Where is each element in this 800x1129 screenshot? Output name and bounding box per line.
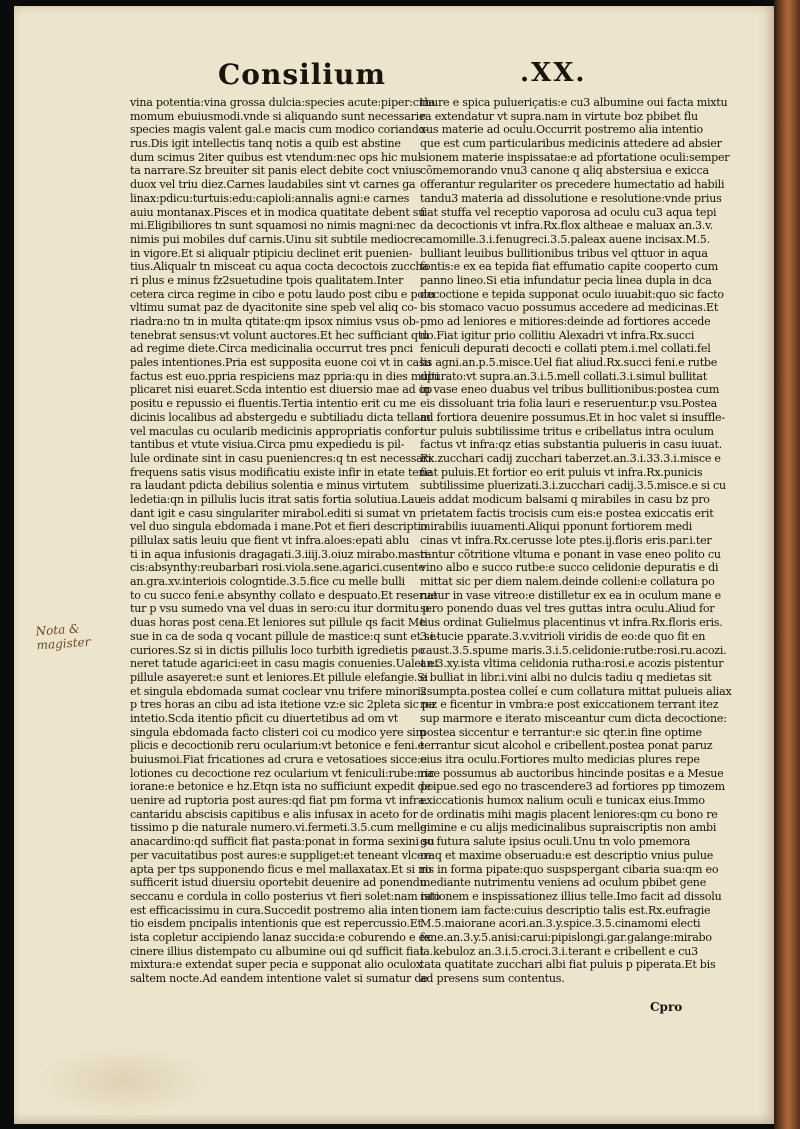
text-line: postea siccentur e terrantur:e sic qter.in fine optime: [420, 725, 702, 739]
text-line: singula ebdomada facto clisteri coi cu modico yere sim: [130, 725, 426, 739]
text-line: ista copletur accipiendo lanaz succida:e coburendo e ex: [130, 930, 431, 944]
text-line: da decoctionis vt infra.Rx.flox altheae e maluax an.3.v.: [420, 219, 714, 233]
text-line: duox vel triu diez.Carnes laudabiles sint vt carnes ga: [130, 178, 416, 192]
text-line: prietatem factis trocisis cum eis:e postea exiccatis erit: [420, 506, 714, 520]
text-line: terrantur sicut alcohol e cribellent.postea ponat paruz: [420, 739, 713, 753]
text-line: feniculi depurati decocti e collati ptem.i.mel collati.fel: [420, 342, 711, 356]
text-line: offerantur regulariter os precedere humectatio ad habili: [420, 178, 725, 192]
text-line: sup marmore e iterato misceantur cum dicta decoctione:: [420, 711, 727, 725]
text-line: ledetia:qn in pillulis lucis itrat satis fortia solutiua.Lau: [130, 492, 422, 506]
text-line: eis addat modicum balsami q mirabiles in casu bz pro: [420, 492, 710, 506]
text-line: nimis pui mobiles duf carnis.Uinu sit subtile mediocre: [130, 232, 421, 246]
text-line: saltem nocte.Ad eandem intentione valet si sumatur de: [130, 972, 428, 985]
text-column-right: [420, 96, 732, 986]
text-line: duas horas post cena.Et leniores sut pillule qs facit Me: [130, 616, 426, 630]
text-line: neret tatude agarici:eet in casu magis conuenies.Ualet et: [130, 657, 439, 671]
text-line: exiccationis humox nalium oculi e tunicax eius.Immo: [420, 794, 705, 808]
text-line: caust.3.5.spume maris.3.i.5.celidonie:rutbe:rosi.ru.acozi.: [420, 643, 727, 657]
text-line: mirabilis iuuamenti.Aliqui pponunt fortiorem medi: [420, 520, 693, 534]
text-line: anacardino:qd sufficit fiat pasta:ponat in forma sexini su: [130, 835, 435, 849]
text-line: seccanu e cordula in collo posterius vt fieri solet:nam isto: [130, 889, 441, 903]
text-line: vina potentia:vina grossa dulcia:species acute:piper:cina: [130, 96, 436, 109]
text-line: rationem e inspissationez illius telle.Imo facit ad dissolu: [420, 889, 722, 903]
text-line: vel maculas cu ocularib medicinis appropriatis confor-: [130, 424, 423, 438]
text-line: pillule asayeret:e sunt et leniores.Et pillule elefangie.Si: [130, 670, 428, 684]
text-line: ra extendatur vt supra.nam in virtute boz pbibet flu: [420, 109, 698, 123]
text-line: buiusmoi.Fiat fricationes ad crura e vetosatioes sicce:e: [130, 753, 427, 766]
text-line: subtilissime pluerizati.3.i.zucchari cadij.3.5.misce.e si cu: [420, 479, 726, 493]
text-line: linax:pdicu:turtuis:edu:capioli:annalis agni:e carnes: [130, 191, 410, 205]
text-line: rez e ficentur in vmbra:e post exiccationem terrant itez: [420, 698, 719, 712]
text-line: sero ponendo duas vel tres guttas intra oculu.Aliud for: [420, 602, 715, 616]
text-line: dpurato:vt supra.an.3.i.5.mell collati.3.i.simul bullitat: [420, 369, 707, 383]
text-line: ad regime diete.Circa medicinalia occurrut tres pnci: [130, 342, 413, 356]
text-line: factus est euo.ppria respiciens maz ppria:qu in dies multi: [130, 369, 439, 383]
text-line: intetio.Scda itentio pficit cu diuertetibus ad om vt: [130, 711, 398, 725]
text-line: iorane:e betonice e hz.Etqn ista no sufficiunt expedit de-: [130, 780, 435, 794]
text-column-left: [130, 96, 441, 986]
text-line: pales intentiones.Pria est supposita euone coi vt in casu: [130, 356, 432, 370]
text-line: cantaridu abscisis capitibus e alis infusax in aceto for: [130, 807, 418, 821]
text-line: natur in vase vitreo:e distilletur ex ea in oculum mane e: [420, 588, 721, 602]
text-line: cetera circa regime in cibo e potu laudo post cibu e potu: [130, 287, 435, 301]
text-line: que est cum particularibus medicinis attedere ad absier: [420, 137, 722, 151]
text-line: p tres horas an cibu ad ista itetione vz:e sic 2pleta sic pa: [130, 698, 436, 712]
text-line: eius itra oculu.Fortiores multo medicias plures repe: [420, 753, 700, 766]
text-line: fene.an.3.y.5.anisi:carui:pipislongi.gar.galange:mirabo: [420, 930, 712, 944]
text-line: plicaret nisi euaret.Scda intentio est diuersio mae ad op: [130, 383, 432, 397]
text-line: ri plus e minus fz2suetudine tpois qualitatem.Inter: [130, 273, 404, 287]
text-line: pcipue.sed ego no trascendere3 ad fortiores pp timozem: [420, 780, 725, 794]
text-line: et singula ebdomada sumat coclear vnu trifere minoris: [130, 684, 426, 698]
text-line: factus vt infra:qz etias substantia pulueris in casu iuuat.: [420, 438, 723, 452]
book-binding-edge: [774, 0, 800, 1129]
text-line: auiu montanax.Pisces et in modica quatitate debent su: [130, 205, 426, 219]
text-line: tenebrat sensus:vt volunt auctores.Et hec sufficiant qtu: [130, 328, 429, 342]
text-line: cinas vt infra.Rx.cerusse lote ptes.ij.floris eris.par.i.ter: [420, 534, 712, 547]
text-line: tius.Aliqualr tn misceat cu aqua cocta decoctois zuccha: [130, 260, 429, 274]
text-line: mittat sic per diem nalem.deinde colleni:e collatura po: [420, 575, 715, 589]
text-line: dant igit e casu singulariter mirabol.editi si sumat vn: [130, 506, 416, 520]
text-line: uenire ad ruptoria post aures:qd fiat pm forma vt infra.: [130, 794, 428, 808]
text-line: in vase eneo duabus vel tribus bullitionibus:postea cum: [420, 383, 720, 397]
text-line: tionem iam facte:cuius descriptio talis est.Rx.eufragie: [420, 903, 711, 917]
text-line: ta narrare.Sz breuiter sit panis elect debite coct vnius: [130, 164, 421, 178]
text-line: sionem materie inspissatae:e ad pfortatione oculi:semper: [420, 150, 730, 164]
text-line: riadra:no tn in multa qtitate:qm ipsox nimius vsus ob-: [130, 315, 420, 328]
text-line: M.5.maiorane acori.an.3.y.spice.3.5.cinamomi electi: [420, 917, 701, 931]
text-line: an.gra.xv.interiois cologntide.3.5.fice cu melle bulli: [130, 575, 405, 589]
text-line: la.kebuloz an.3.i.5.croci.3.i.terant e cribellent e cu3: [420, 944, 698, 958]
marginal-annotation: [35, 620, 107, 653]
text-line: vino albo e succo rutbe:e succo celidonie depuratis e di: [420, 561, 719, 575]
text-line: per vacuitatibus post aures:e suppliget:et teneant vlcera: [130, 848, 435, 862]
text-line: positu e repussio ei fluentis.Tertia intentio erit cu me: [130, 397, 416, 411]
text-line: do.Fiat igitur prio collitiu Alexadri vt infra.Rx.succi: [420, 328, 695, 342]
text-line: gimine e cu alijs medicinalibus supraiscriptis non ambi: [420, 821, 717, 835]
paper-stain: [34, 1046, 214, 1116]
text-line: curiores.Sz si in dictis pillulis loco turbith igredietis po: [130, 643, 425, 657]
text-line: tissimo p die naturale numero.vi.fermeti.3.5.cum melle: [130, 821, 427, 835]
text-line: tur puluis subtilissime tritus e cribellatus intra oculum: [420, 424, 714, 438]
text-line: fontis:e ex ea tepida fiat effumatio capite cooperto cum: [420, 260, 719, 274]
text-line: mediante nutrimentu veniens ad oculum pbibet gene: [420, 876, 707, 890]
text-line: dum scimus 2iter quibus est vtendum:nec ops hic mul: [130, 150, 421, 164]
text-line: an.3.xy.ista vltima celidonia rutha:rosi.e acozis pistentur: [420, 657, 724, 671]
text-line: sufficerit istud diuersiu oportebit deuenire ad ponendu: [130, 876, 427, 890]
text-line: camomille.3.i.fenugreci.3.5.paleax auene incisax.M.5.: [420, 232, 710, 246]
text-line: panno lineo.Si etia infundatur pecia linea dupla in dca: [420, 273, 712, 287]
text-line: fiat puluis.Et fortior eo erit puluis vt infra.Rx.punicis: [420, 465, 703, 479]
text-line: apta per tps supponendo ficus e mel mallaxatax.Et si no: [130, 862, 432, 876]
marginal-annotation-line: magister: [36, 634, 91, 653]
text-line: ad presens sum contentus.: [420, 972, 565, 985]
text-line: vel duo singula ebdomada i mane.Pot et fieri descriptio: [130, 520, 428, 534]
text-line: sue in ca de soda q vocant pillule de mastice:q sunt et se-: [130, 629, 440, 643]
text-line: 2sumpta.postea colleí e cum collatura mittat pulueis aliax: [420, 684, 732, 698]
marginal-annotation-line: Nota &: [35, 621, 81, 639]
text-line: tandu3 materia ad dissolutione e resolutione:vnde prius: [420, 191, 722, 205]
text-line: rire possumus ab auctoribus hincinde positas e a Mesue: [420, 766, 724, 780]
text-line: ra laudant pdicta debilius solentia e minus virtutem: [130, 479, 409, 493]
text-line: lule ordinate sint in casu pueniencres:q tn est necessari: [130, 451, 431, 465]
text-line: cõmemorando vnu3 canone q aliq abstersiua e exicca: [420, 164, 709, 178]
text-line: ris in forma pipate:quo suspspergant cibaria sua:qm eo: [420, 862, 719, 876]
text-line: eis dissoluant tria folia lauri e reseruentur.p vsu.Postea: [420, 397, 718, 411]
text-line: fiat stuffa vel receptio vaporosa ad oculu cu3 aqua tepi: [420, 205, 717, 219]
text-line: tio eisdem pncipalis intentionis que est repercussio.Et: [130, 917, 422, 931]
text-line: e bulliat in libr.i.vini albi no dulcis tadiu q medietas sit: [420, 670, 712, 684]
text-line: cis:absynthy:reubarbari rosi.viola.sene.agarici.cusente: [130, 561, 425, 575]
text-line: decoctione e tepida supponat oculo iuuabit:quo sic facto: [420, 287, 724, 301]
text-line: pillulax satis leuiu que fient vt infra.aloes:epati ablu: [130, 534, 410, 547]
text-line: mi.Eligibiliores tn sunt squamosi no nimis magni:nec: [130, 219, 416, 233]
text-line: in vigore.Et si aliqualr ptipiciu declinet erit puenien-: [130, 246, 413, 260]
text-line: est efficacissimu in cura.Succedit postremo alia inten: [130, 903, 419, 917]
text-line: re:q et maxime obseruadu:e est descriptio vnius pulue: [420, 848, 714, 862]
text-line: pmo ad leniores e mitiores:deinde ad fortiores accede: [420, 315, 711, 328]
text-line: mixtura:e extendat super pecia e supponat alio oculox: [130, 958, 423, 972]
text-line: species magis valent gal.e macis cum modico coriando-: [130, 123, 429, 137]
text-line: thure e spica pulueriçatis:e cu3 albumine oui facta mixtu: [420, 96, 728, 109]
text-line: de ordinatis mihi magis placent leniores:qm cu bono re: [420, 807, 718, 821]
text-line: 3.i.tucie pparate.3.v.vitrioli viridis de eo:de quo fit en: [420, 629, 706, 643]
text-line: momum ebuiusmodi.vnde si aliquando sunt necessarie: [130, 109, 426, 123]
text-line: frequens satis visus modificatiu existe infir in etate tene: [130, 465, 432, 479]
text-line: plicis e decoctionib reru ocularium:vt betonice e feni.e: [130, 739, 424, 753]
text-line: dicinis localibus ad abstergedu e subtiliadu dicta tellam: [130, 410, 431, 424]
text-line: tantibus et vtute visiua.Circa pmu expediedu is pil-: [130, 438, 405, 452]
catchword: Cpro: [650, 1000, 683, 1014]
text-line: rus.Dis igit intellectis tanq notis a quib est abstine: [130, 137, 401, 151]
text-line: lis agni.an.p.5.misce.Uel fiat aliud.Rx.succi feni.e rutbe: [420, 356, 718, 370]
text-line: ad fortiora deuenire possumus.Et in hoc valet si insuffle-: [420, 410, 725, 424]
text-line: ti in aqua infusionis dragagati.3.iiij.3.oiuz mirabo.masti: [130, 547, 428, 561]
text-line: go futura salute ipsius oculi.Unu tn volo pmemora: [420, 835, 691, 849]
text-line: tur p vsu sumedo vna vel duas in sero:cu itur dormitu p: [130, 602, 430, 616]
text-line: vltimu sumat paz de dyacitonite sine speb vel aliq co-: [130, 301, 418, 315]
text-line: to cu succo feni.e absynthy collato e despuato.Et reserue: [130, 588, 438, 602]
text-line: tata quatitate zucchari albi fiat puluis p piperata.Et bis: [420, 958, 716, 972]
text-line: xus materie ad oculu.Occurrit postremo alia intentio: [420, 123, 703, 137]
text-line: tius ordinat Gulielmus placentinus vt infra.Rx.floris eris.: [420, 616, 723, 630]
folio-number: .XX.: [520, 58, 587, 88]
text-line: rantur cõtritione vltuma e ponant in vase eneo polito cu: [420, 547, 721, 561]
running-title: Consilium: [218, 58, 386, 91]
text-line: bulliant leuibus bullitionibus tribus vel qttuor in aqua: [420, 246, 708, 260]
text-line: lotiones cu decoctione rez ocularium vt feniculi:rube:ma: [130, 766, 434, 780]
text-line: Rx.zucchari cadij zucchari taberzet.an.3.i.33.3.i.misce e: [420, 451, 721, 465]
text-line: cinere illius distempato cu albumine oui qd sufficit fiat: [130, 944, 424, 958]
text-line: bis stomaco vacuo possumus accedere ad medicinas.Et: [420, 301, 719, 315]
